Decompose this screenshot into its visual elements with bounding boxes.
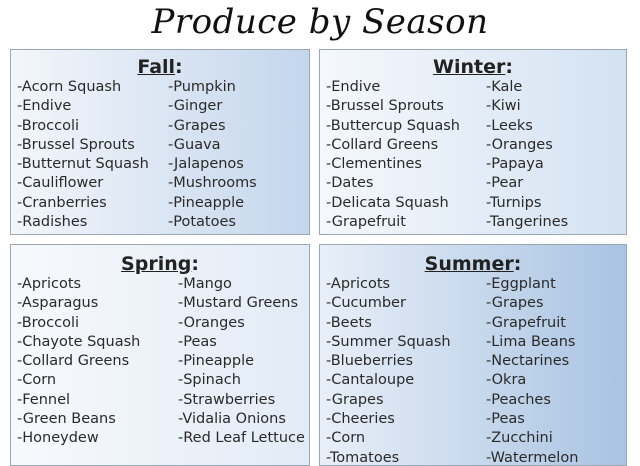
list-item: -Peaches [486, 391, 551, 408]
fall-heading-label: Fall [137, 56, 176, 78]
list-item: -Grapefruit [326, 214, 406, 231]
list-item: -Collard Greens [326, 136, 439, 153]
fall-column-1 [17, 78, 149, 232]
list-item: -Apricots [17, 276, 82, 292]
winter-panel [319, 49, 627, 235]
list-item: -Peas [486, 411, 525, 428]
list-item: -Fennel [17, 391, 71, 408]
list-item: -Kiwi [486, 98, 521, 115]
list-item: -Strawberries [178, 391, 276, 408]
list-item: -Cantaloupe [326, 372, 415, 389]
list-item: -Turnips [486, 194, 542, 211]
summer-heading: Summer: [424, 253, 522, 275]
list-item: -Clementines [326, 156, 422, 173]
spring-column-1 [17, 275, 140, 449]
list-item: -Corn [17, 372, 57, 389]
list-item: -Pumpkin [168, 79, 236, 95]
list-item: -Pear [486, 175, 524, 192]
list-item: -Green Beans [17, 411, 116, 428]
list-item: -Delicata Squash [326, 194, 449, 211]
fall-column-2 [168, 78, 257, 232]
list-item: -Lima Beans [486, 333, 576, 350]
list-item: -Broccoli [17, 314, 80, 331]
list-item: -Zucchini [486, 430, 553, 447]
list-item: -Blueberries [326, 353, 414, 370]
list-item: -Cauliflower [17, 175, 104, 192]
list-item: -Cranberries [17, 194, 107, 211]
list-item: -Brussel Sprouts [326, 98, 444, 115]
list-item: -Eggplant [486, 276, 556, 292]
list-item: -Collard Greens [17, 353, 130, 370]
list-item: -Grapes [168, 117, 226, 134]
list-item: -Red Leaf Lettuce [178, 430, 305, 447]
summer-column-1 [326, 275, 451, 466]
list-item: -Beets [326, 314, 372, 331]
list-item: -Honeydew [17, 430, 99, 447]
list-item: -Leeks [486, 117, 533, 134]
list-item: -Mushrooms [168, 175, 257, 192]
list-item: -Ginger [168, 98, 223, 115]
list-item: -Papaya [486, 156, 544, 173]
list-item: -Oranges [486, 136, 553, 153]
list-item: -Mustard Greens [178, 295, 299, 312]
list-item: -Vidalia Onions [178, 411, 286, 428]
winter-column-2 [486, 78, 568, 232]
list-item: -Peas [178, 333, 217, 350]
list-item: -Summer Squash [326, 333, 451, 350]
list-item: -Tomatoes [326, 449, 400, 466]
spring-panel [10, 244, 310, 466]
page-title: Produce by Season [151, 2, 489, 42]
list-item: -Nectarines [486, 353, 570, 370]
spring-heading: Spring: [121, 253, 199, 275]
spring-column-2 [178, 275, 305, 449]
list-item: -Tangerines [486, 214, 569, 231]
list-item: -Brussel Sprouts [17, 136, 135, 153]
summer-panel [319, 244, 627, 466]
list-item: -Spinach [178, 372, 241, 389]
spring-heading-label: Spring [121, 253, 192, 275]
winter-heading: Winter: [433, 56, 513, 78]
fall-heading: Fall: [137, 56, 183, 78]
list-item: -Broccoli [17, 117, 80, 134]
list-item: -Endive [326, 79, 381, 95]
list-item: -Apricots [326, 276, 391, 292]
summer-column-2 [486, 275, 578, 466]
list-item: -Potatoes [168, 214, 236, 231]
winter-heading-label: Winter [433, 56, 506, 78]
list-item: -Watermelon [486, 449, 579, 466]
summer-heading-label: Summer [424, 253, 514, 275]
list-item: -Okra [486, 372, 527, 389]
list-item: -Kale [486, 79, 523, 95]
list-item: -Pineapple [178, 353, 255, 370]
list-item: -Endive [17, 98, 72, 115]
list-item: -Jalapenos [168, 156, 244, 173]
winter-column-1 [326, 78, 460, 232]
list-item: -Asparagus [17, 295, 99, 312]
list-item: -Cheeries [326, 411, 395, 428]
list-item: -Radishes [17, 214, 88, 231]
list-item: -Dates [326, 175, 374, 192]
list-item: -Corn [326, 430, 366, 447]
list-item: -Cucumber [326, 295, 406, 312]
list-item: -Guava [168, 136, 221, 153]
list-item: -Oranges [178, 314, 245, 331]
fall-panel [10, 49, 310, 235]
list-item: -Mango [178, 276, 232, 292]
list-item: -Grapes [486, 295, 544, 312]
list-item: -Pineapple [168, 194, 245, 211]
list-item: -Butternut Squash [17, 156, 149, 173]
list-item: -Grapefruit [486, 314, 566, 331]
list-item: -Chayote Squash [17, 333, 141, 350]
list-item: -Grapes [326, 391, 384, 408]
list-item: -Acorn Squash [17, 79, 122, 95]
list-item: -Buttercup Squash [326, 117, 460, 134]
